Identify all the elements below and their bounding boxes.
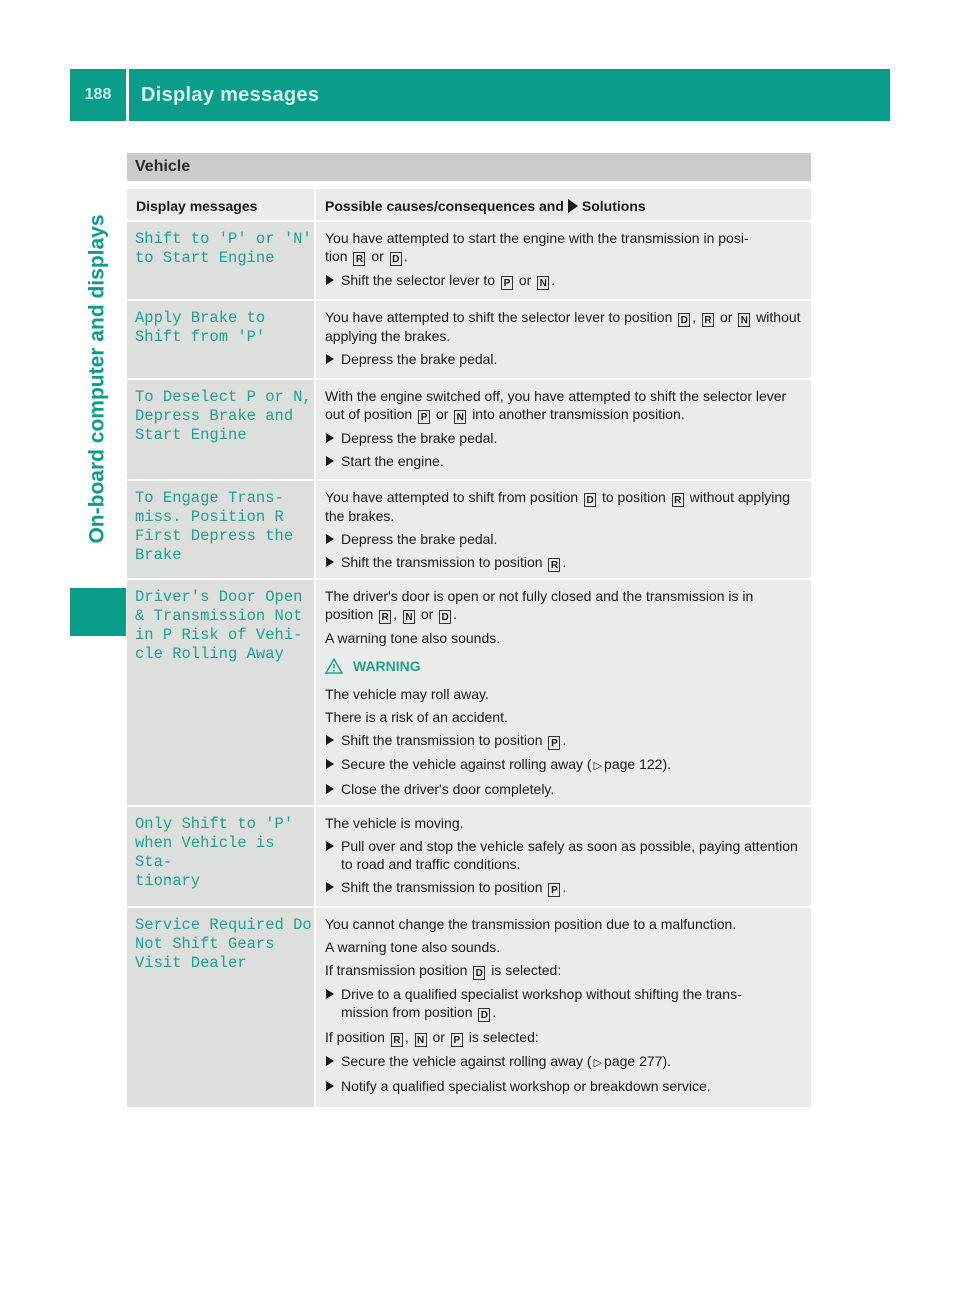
step-arrow-icon — [326, 882, 334, 892]
warning-heading — [325, 657, 803, 675]
table-row — [127, 807, 811, 908]
step-arrow-icon — [326, 759, 334, 769]
gear-d-icon: D — [678, 313, 690, 327]
step-arrow-icon — [326, 433, 334, 443]
column-header-messages: Display messages — [136, 198, 258, 214]
table-header — [127, 189, 811, 222]
solution-step: Secure the vehicle against rolling away ( ▷ page 277). — [325, 1052, 803, 1072]
gear-r-icon: R — [391, 1033, 403, 1047]
gear-n-icon: N — [738, 313, 750, 327]
cause-text: You have attempted to shift from position D to position R without applying the brakes. — [325, 489, 790, 524]
solution-cell — [314, 481, 811, 578]
message-cell — [127, 481, 314, 578]
table-row — [127, 222, 811, 301]
chapter-marker — [70, 588, 126, 636]
cause-text: With the engine switched off, you have attempted to shift the selector lever out of position P or N into another transmission position. — [325, 388, 787, 423]
solution-step: Secure the vehicle against rolling away ( ▷ page 122). — [325, 755, 803, 775]
gear-d-icon: D — [473, 966, 485, 980]
page-header — [70, 69, 890, 121]
step-arrow-icon — [326, 275, 334, 285]
step-arrow-icon — [326, 841, 334, 851]
gear-p-icon: P — [418, 410, 430, 424]
display-message: To Deselect P or N, Depress Brake and Start Engine — [135, 388, 312, 444]
gear-d-icon: D — [584, 493, 596, 507]
page-ref-icon: ▷ — [593, 1057, 603, 1069]
solution-step: Pull over and stop the vehicle safely as soon as possible, paying attention to road and traffic conditions. — [325, 837, 803, 873]
solution-step: Shift the transmission to position P . — [325, 731, 803, 750]
step-arrow-icon — [326, 354, 334, 364]
cause-text: If transmission position D is selected: — [325, 962, 562, 979]
step-arrow-icon — [326, 1056, 334, 1066]
gear-n-icon: N — [537, 276, 549, 290]
solution-step: Close the driver's door completely. — [325, 780, 803, 798]
chapter-title: On-board computer and displays — [86, 213, 109, 544]
gear-d-icon: D — [390, 252, 402, 266]
solution-step: Shift the selector lever to P or N . — [325, 271, 803, 290]
chapter-side-tab — [70, 121, 126, 636]
solution-step: Notify a qualified specialist workshop or breakdown service. — [325, 1077, 803, 1095]
warning-text: There is a risk of an accident. — [325, 709, 508, 725]
table-row — [127, 301, 811, 380]
section-title: Vehicle — [127, 153, 811, 181]
table-row — [127, 580, 811, 807]
step-arrow-icon — [326, 557, 334, 567]
solution-step: Shift the transmission to position R . — [325, 553, 803, 572]
page-title: Display messages — [141, 83, 320, 106]
page-reference-link[interactable]: page 277). — [604, 1053, 671, 1069]
message-cell — [127, 380, 314, 479]
step-arrow-icon — [326, 989, 334, 999]
gear-r-icon: R — [379, 610, 391, 624]
column-header-causes — [314, 189, 811, 220]
gear-n-icon: N — [415, 1033, 427, 1047]
step-arrow-icon — [326, 1081, 334, 1091]
cause-text: A warning tone also sounds. — [325, 939, 501, 955]
column-header-causes-text: Possible causes/consequences and — [325, 198, 564, 214]
gear-r-icon: R — [353, 252, 365, 266]
step-arrow-icon — [326, 784, 334, 794]
gear-n-icon: N — [454, 410, 466, 424]
message-cell — [127, 222, 314, 299]
display-message: Driver's Door Open & Transmission Not in P Risk of Vehi‐ cle Rolling Away — [135, 588, 303, 663]
table-row — [127, 908, 811, 1109]
table-row — [127, 481, 811, 580]
solution-step: Start the engine. — [325, 452, 803, 470]
solution-step: Shift the transmission to position P . — [325, 878, 803, 897]
gear-p-icon: P — [548, 736, 560, 750]
warning-triangle-icon — [325, 658, 343, 674]
solution-step: Depress the brake pedal. — [325, 350, 803, 368]
gear-p-icon: P — [451, 1033, 463, 1047]
display-message: Apply Brake to Shift from 'P' — [135, 309, 266, 346]
warning-text: The vehicle may roll away. — [325, 686, 489, 702]
message-cell — [127, 807, 314, 906]
gear-n-icon: N — [403, 610, 415, 624]
step-arrow-icon — [326, 534, 334, 544]
gear-d-icon: D — [478, 1008, 490, 1022]
gear-d-icon: D — [439, 610, 451, 624]
page-reference-link[interactable]: page 122). — [604, 756, 671, 772]
cause-text: You have attempted to shift the selector lever to position D , R or N without applying the brakes. — [325, 309, 801, 344]
display-message: To Engage Trans‐ miss. Position R First Depress the Brake — [135, 489, 294, 564]
display-message: Only Shift to 'P' when Vehicle is Sta‐ tionary — [135, 815, 294, 890]
solution-step: Depress the brake pedal. — [325, 530, 803, 548]
gear-p-icon: P — [501, 276, 513, 290]
solution-cell — [314, 580, 811, 805]
display-message: Shift to 'P' or 'N' to Start Engine — [135, 230, 312, 267]
gear-r-icon: R — [672, 493, 684, 507]
solution-cell — [314, 301, 811, 378]
gear-r-icon: R — [702, 313, 714, 327]
solution-cell — [314, 807, 811, 906]
cause-text: You have attempted to start the engine with the transmission in posi- tion R or D . — [325, 230, 749, 265]
cause-text: A warning tone also sounds. — [325, 630, 501, 646]
solution-step: Drive to a qualified specialist workshop without shifting the trans- mission from position D . — [325, 985, 803, 1022]
cause-text: The driver's door is open or not fully closed and the transmission is in position R , N or D . — [325, 588, 754, 623]
display-messages-table — [127, 189, 811, 1109]
message-cell — [127, 580, 314, 805]
warning-label: WARNING — [353, 658, 421, 674]
table-row — [127, 380, 811, 481]
solution-cell — [314, 380, 811, 479]
solution-step: Depress the brake pedal. — [325, 429, 803, 447]
cause-text: If position R , N or P is selected: — [325, 1029, 539, 1046]
gear-p-icon: P — [548, 883, 560, 897]
page-ref-icon: ▷ — [593, 760, 603, 772]
gear-r-icon: R — [548, 558, 560, 572]
step-arrow-icon — [326, 456, 334, 466]
action-arrow-icon — [568, 199, 578, 213]
column-header-solutions-text: Solutions — [581, 198, 646, 214]
step-arrow-icon — [326, 735, 334, 745]
page-number: 188 — [84, 86, 112, 103]
solution-cell — [314, 222, 811, 299]
message-cell — [127, 301, 314, 378]
display-message: Service Required Do Not Shift Gears Visit Dealer — [135, 916, 312, 972]
cause-text: You cannot change the transmission position due to a malfunction. — [325, 916, 737, 932]
solution-cell — [314, 908, 811, 1107]
message-cell — [127, 908, 314, 1107]
cause-text: The vehicle is moving. — [325, 815, 464, 831]
